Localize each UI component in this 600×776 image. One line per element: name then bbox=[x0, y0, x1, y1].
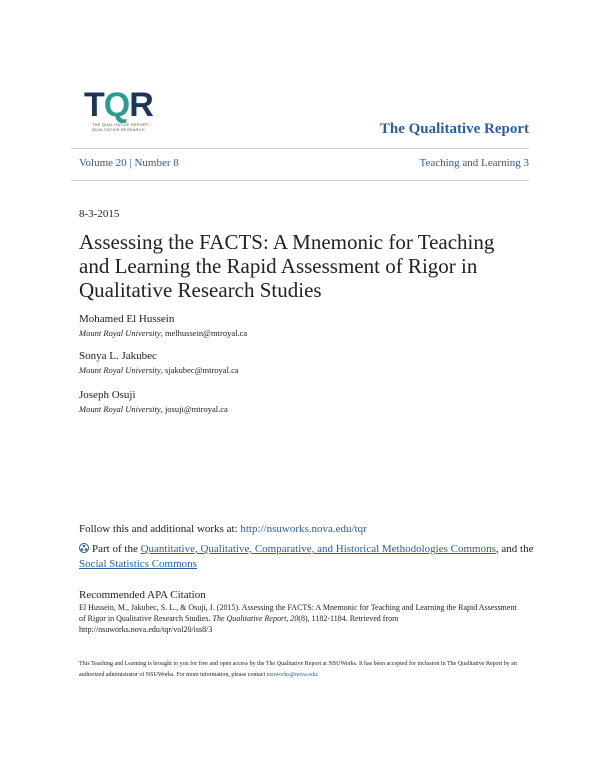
author-affiliation bbox=[79, 404, 228, 414]
citation-heading: Recommended APA Citation bbox=[79, 589, 206, 601]
citation-journal: The Qualitative Report, 20 bbox=[212, 614, 299, 623]
affiliation-name: Mount Royal University bbox=[79, 328, 161, 338]
journal-name[interactable]: The Qualitative Report bbox=[379, 121, 529, 137]
tqr-logo bbox=[84, 88, 184, 138]
author-name: Sonya L. Jakubec bbox=[79, 350, 157, 362]
follow-text: Follow this and additional works at: bbox=[79, 523, 241, 535]
affiliation-name: Mount Royal University bbox=[79, 404, 161, 414]
issue-link[interactable]: Volume 20 | Number 8 bbox=[79, 157, 179, 169]
commons-link-social-statistics[interactable]: Social Statistics Commons bbox=[79, 558, 197, 570]
author-affiliation bbox=[79, 328, 247, 338]
citation-url[interactable]: http://nsuworks.nova.edu/tqr/vol20/iss8/3 bbox=[79, 625, 213, 634]
commons-link-methodologies[interactable]: Quantitative, Qualitative, Comparative, and Historical Methodologies Commons bbox=[140, 543, 496, 555]
follow-url-link[interactable]: http://nsuworks.nova.edu/tqr bbox=[240, 523, 367, 535]
citation-pages: (8), 1182-1184. Retrieved from bbox=[298, 614, 399, 623]
citation-body: El Hussein, M., Jakubec, S. L., & Osuji, J. (2015). Assessing the FACTS: A Mnemonic for Teaching and Learning the Rapid Assessment of Rigor in Qualitative Research Studies. bbox=[79, 603, 517, 623]
article-title: Assessing the FACTS: A Mnemonic for Teaching and Learning the Rapid Assessment of Rigor in Qualitative Research Studies bbox=[79, 230, 495, 302]
part-of-line bbox=[79, 542, 539, 572]
author-email: , sjakubec@mtroyal.ca bbox=[160, 365, 239, 375]
author-name: Joseph Osuji bbox=[79, 389, 136, 401]
author-name: Mohamed El Hussein bbox=[79, 313, 175, 325]
logo-subtitle: THE QUALITATIVE REPORT · QUALITATIVE RESEARCH bbox=[92, 122, 152, 132]
footer-text: This Teaching and Learning is brought to you for free and open access by the The Qualitative Report at NSUWorks. It has been accepted for inclusion in The Qualitative Report by an authorized administrator of NSUWorks. For more information, please contact bbox=[79, 661, 517, 678]
author-email: , josuji@mtroyal.ca bbox=[160, 404, 228, 414]
footer-end: . bbox=[317, 672, 319, 678]
part-of-prefix: Part of the bbox=[92, 543, 141, 555]
footer-notice bbox=[79, 659, 529, 681]
affiliation-name: Mount Royal University bbox=[79, 365, 161, 375]
citation-text bbox=[79, 602, 519, 635]
and-the-text: , and the bbox=[495, 543, 534, 555]
section-link[interactable]: Teaching and Learning 3 bbox=[419, 157, 529, 169]
follow-line bbox=[79, 523, 367, 535]
bottom-divider bbox=[71, 180, 529, 181]
network-icon bbox=[79, 543, 89, 553]
author-affiliation bbox=[79, 365, 239, 375]
top-divider bbox=[71, 148, 529, 149]
footer-email-link[interactable]: nsuworks@nova.edu bbox=[266, 672, 317, 678]
publication-date: 8-3-2015 bbox=[79, 208, 120, 220]
logo-letters: TQR bbox=[84, 86, 153, 124]
author-email: , melhussein@mtroyal.ca bbox=[160, 328, 248, 338]
